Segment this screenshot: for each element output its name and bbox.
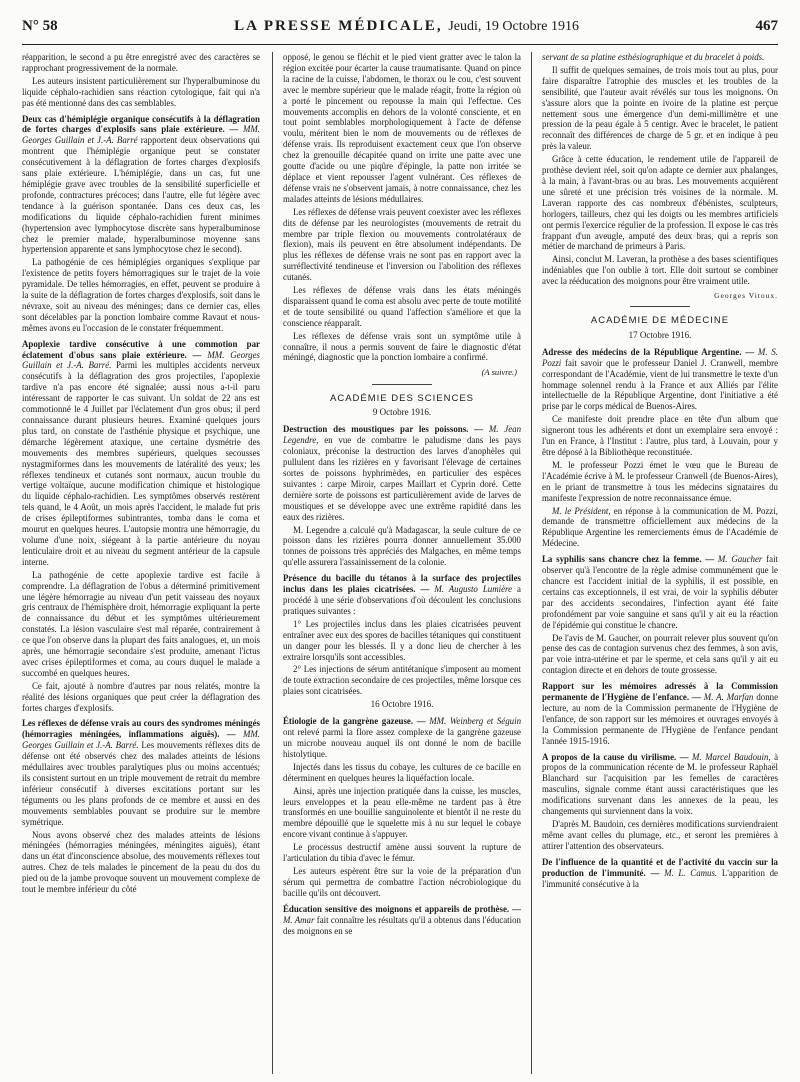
heading-text: De l'influence de la quantité et de l'activité du vaccin sur la production de l'immunité. — — [542, 856, 778, 878]
column-1 — [22, 52, 260, 1074]
heading-authors: M. S. Pozzi — [542, 346, 778, 368]
paragraph: Ainsi, conclut M. Laveran, la prothèse a des bases scientifiques indéniables que l'on oublie à tort. Elle doit surtout se combiner avec la rééducation des moignons pour être vraiment utile. — [542, 254, 778, 287]
speaker-name: M. le Président, — [552, 505, 611, 516]
paragraph: M. le professeur Pozzi émet le vœu que le Bureau de l'Académie écrive à M. le professeur Cranwell (de Buenos-Aires), en le priant de transmettre à tous les médecins signataires du manifeste l'expression de notre reconnaissance émue. — [542, 459, 778, 503]
paragraph: Grâce à cette éducation, le rendement utile de l'appareil de prothèse devient réel, soit qu'on adapte ce dernier aux phalanges, à la main, à l'avant-bras ou au bras. Les mouvements acquièrent une sûreté et une précision très voisines de la normale. M. Laveran rapporte des cas nombreux d'ébénistes, sculpteurs, horlogers, tailleurs, chez qui les doigts ou les membres artificiels ont permis l'exercice régulier de la profession. Il expose le cas très frappant d'un aveugle, amputé des deux bras, qui a repris son métier de marchand de primeurs à Paris. — [542, 154, 778, 252]
paragraph: Ce fait, ajouté à nombre d'autres par nous relatés, montre la réalité des lésions organiques que peut créer la déflagration des fortes charges d'explosifs. — [22, 680, 260, 713]
heading-text: Étiologie de la gangrène gazeuse. — — [283, 716, 426, 727]
heading-text: Destruction des moustiques par les poissons. — — [283, 424, 484, 435]
article-heading — [542, 752, 778, 817]
heading-authors: MM. Georges Guillain et J.-A. Barré. — [22, 349, 260, 371]
paragraph: 2° Les injections de sérum antitétanique s'imposent au moment de toute extraction secondaire de ces projectiles, même lorsque ces plaies sont cicatrisées. — [283, 664, 521, 697]
paragraph: à propos de la communication récente de M. le professeur Raphaël Blanchard sur l'acquisition par les femelles de caractères masculins, signale comme étant aussi caractéristiques que les modifications survenant dans les annexes de la peau, les changements qui surviennent dans la voix. — [542, 751, 778, 817]
author-signature: Georges Vitoux. — [714, 291, 778, 301]
heading-authors: MM. Georges Guillain et J.-A. Barré. — [22, 729, 260, 751]
paragraph: De l'avis de M. Gaucher, on pourrait relever plus souvent qu'on pense des cas de contagion survenus chez des femmes, à son avis, par voie intra-utérine et par le sperme, et cela sans qu'il y ait eu contagion directe et en dehors de toute grossesse. — [542, 632, 778, 676]
heading-text: A propos de la cause du virilisme. — — [542, 751, 689, 762]
paragraph: en vue de combattre le paludisme dans les pays coloniaux, préconise la destruction des larves d'anophèles qui pullulent dans les rizières en y favorisant l'élevage de certaines sortes de poissons hyphrimèdes, en particulier des espèces suivantes : carpe Miroir, carpes Maillart et Cyprin doré. Cette dernière sorte de poissons est particulièrement avide de larves de moustiques et se développe avec une extrême rapidité dans les eaux des rizières. — [283, 435, 521, 522]
paragraph: Les auteurs espèrent être sur la voie de la préparation d'un sérum qui permettra de combattre l'action nécrobiologique du bacille qu'ils ont découvert. — [283, 865, 521, 898]
paragraph: D'après M. Baudoin, ces dernières modifications surviendraient même avant celles du plumage, etc., et seront les premières à attirer l'attention des observateurs. — [542, 819, 778, 851]
session-date: 9 Octobre 1916. — [372, 407, 432, 418]
paragraph: servant de sa platine esthésiographique et du bracelet à poids. — [542, 52, 765, 62]
paragraph: fait connaître les résultats qu'il a obtenus dans l'éducation des moignons en se — [283, 914, 521, 936]
session-date: 16 Octobre 1916. — [370, 699, 434, 710]
article-heading — [283, 573, 521, 617]
heading-authors: M. L. Camus. — [664, 867, 718, 878]
paragraph: Le processus destructif amène aussi souvent la rupture de l'articulation du tibia d'avec le fémur. — [283, 842, 521, 864]
article-heading — [22, 339, 260, 568]
paragraph: donne lecture, au nom de la Commission permanente de l'Hygiène de l'enfance, de son rapport sur les mémoires et ouvrages envoyés à la Commission permanente de l'Hygiène de l'enfance pendant l'année 1915-1916. — [542, 692, 778, 746]
heading-authors: MM. Georges Guillain et J.-A. Barré — [22, 124, 260, 146]
heading-text: Adresse des médecins de la République Argentine. — — [542, 346, 755, 357]
paragraph: Ainsi, après une injection pratiquée dans la cuisse, les muscles, leurs enveloppes et la peau elle-même ne tardent pas à être transformés en une bouillie sanguinolente et bientôt il ne reste du membre dépouillé que le squelette mis à nu sur lequel le cobaye encore vivant continue à s'appuyer. — [283, 785, 521, 840]
article-heading — [283, 424, 521, 522]
section-divider — [630, 306, 690, 307]
paragraph: Il suffit de quelques semaines, de trois mois tout au plus, pour faire disparaître l'atrophie des muscles et les troubles de la sensibilité, que l'auteur avait révélés sur tous les moignons. On s'assure alors que la pointe en ivoire de la platine est perçue nettement sous une émergence d'un demi-millimètre et une pression de la peau égale à 5 centigr. Avec le bracelet, le patient reconnaît des différences de charge de 5 gr. et en indique à peu près la valeur. — [542, 64, 778, 152]
section-divider — [372, 384, 432, 385]
heading-authors: MM. Weinberg et Séguin — [429, 716, 521, 727]
paragraph: fait savoir que le professeur Daniel J. Cranwell, membre correspondant de l'Académie, vient de lui transmettre le texte d'un hommage solennel rendu à la France et aux Alliés par l'élite intellectuelle de la République Argentine, dont l'initiative a été prise par le corps médical de Buenos-Aires. — [542, 357, 778, 412]
article-heading — [283, 716, 521, 760]
article-heading — [542, 857, 778, 890]
article-heading — [283, 904, 521, 937]
paragraph: La pathogénie de ces hémiplégies organiques s'explique par l'existence de petits foyers hémorragiques sur le trajet de la voie pyramidale. De telles hémorragies, en effet, peuvent se produire à la suite de la déflagration de fortes charges d'explosifs, soit dans le névraxe, soit au niveau des méninges; dans ce dernier cas, elles sont décelables par la ponction lombaire comme Ravaut et nous-mêmes avons eu l'occasion de le constater fréquemment. — [22, 257, 260, 333]
heading-authors: M. Amar — [283, 914, 315, 925]
paragraph: réapparition, le second a pu être enregistré avec des caractères se rapprochant progressivement de la normale. — [22, 52, 260, 73]
paragraph: Injectés dans les tissus du cobaye, les cultures de ce bacille en déterminent en quelques heures la liquéfaction locale. — [283, 761, 521, 783]
article-heading — [542, 681, 778, 746]
heading-authors: M. Gaucher — [717, 554, 763, 565]
paragraph: Parmi les multiples accidents nerveux consécutifs à la déflagration des gros projectiles, l'apoplexie tardive n'a pas encore été signalée; aussi nous a-t-il paru intéressant de rapporter le cas suivant. Un soldat de 22 ans est commotionné le 4 Juillet par l'éclatement d'un gros obus; il perd connaissance durant plusieurs heures. Examiné quelques jours plus tard, on constate de l'asthénie physique et psychique, une démarche légèrement ataxique, une certaine dysmétrie des mouvements des membres supérieurs, quelques secousses nystagmiformes dans les mouvements de latéralité des yeux; les réflexes tendineux et cutanés sont normaux, aucun trouble du vertige voltaïque, aucune modification chimique et histologique du liquide céphalo-rachidien. Les symptômes observés restèrent tels quand, le 4 Août, un mois après l'accident, le malade fut pris de crises épileptiformes subintrantes, tomba dans le coma et mourut en quelques heures. L'autopsie montra une hémorragie, du volume d'une noix, siégeant à la partie antérieure du noyau lenticulaire droit et au niveau du segment antérieur de la capsule interne. — [22, 360, 260, 567]
article-heading — [22, 114, 260, 256]
heading-text: Les réflexes de défense vrais au cours des syndromes méningés (hémorragies méningées, inflammations aiguës). — — [22, 718, 260, 740]
heading-authors: M. Marcel Baudouin, — [692, 751, 771, 762]
paragraph: Les réflexes de défense vrais peuvent coexister avec les réflexes dits de défense par les neurologistes (mouvements de retrait du membre par triple flexion ou mouvements controlatéraux de flexion), mais ils peuvent en être absolument indépendants. De plus les réflexes de défense vrais ne sont pas en rapport avec la surréflectivité tendineuse et l'inversion ou l'abolition des réflexes cutanés. — [283, 206, 521, 283]
heading-text: Rapport sur les mémoires adressés à la Commission permanente de l'Hygiène de l'enfance. — — [542, 681, 778, 703]
paragraph: M. Legendre a calculé qu'à Madagascar, la seule culture de ce poisson dans les rizières pourra donner annuellement 35.000 tonnes de poissons très appréciés des Malgaches, en même temps qu'elle assurera l'assainissement de la colonie. — [283, 524, 521, 568]
journal-name: LA PRESSE MÉDICALE, — [234, 18, 443, 34]
section-title: ACADÉMIE DES SCIENCES — [330, 392, 474, 404]
column-rule — [531, 52, 532, 1074]
heading-authors: M. Augusto Lumière — [434, 584, 513, 595]
paragraph: Les réflexes de défense vrais sont un symptôme utile à connaître, il nous a permis souvent de faire le diagnostic d'état méningé, diagnostic que la ponction lombaire a confirmé. — [283, 330, 521, 363]
paragraph: La pathogénie de cette apoplexie tardive est facile à comprendre. La déflagration de l'obus a déterminé primitivement une légère hémorragie au niveau d'un petit vaisseau des noyaux gris centraux de l'hémisphère droit, hémorragie expliquant la perte de connaissance du début et les symptômes ultérieurement constatés. La lésion vasculaire s'est mal réparée, contrairement à ce que l'on observe dans la plupart des faits analogues, et, un mois après, une hémorragie secondaire s'est produite, amenant l'ictus avec crises épileptiformes et coma, au cours duquel le malade a succombé en quelques heures. — [22, 569, 260, 678]
paragraph: fait observer qu'à l'encontre de la règle admise communément que le chancre est l'accident initial de la syphilis, il est possible, en certains cas exceptionnels, il est vrai, de voir la syphilis débuter par des accidents secondaires, l'infection ayant été faite profondément par voie sanguine et sans qu'il y ait eu la réaction de l'épidémie qui constitue le chancre. — [542, 554, 778, 630]
paragraph: ont relevé parmi la flore assez complexe de la gangrène gazeuse un microbe nouveau auquel ils ont donné le nom de bacille histolytique. — [283, 727, 521, 759]
paragraph: L'apparition de l'immunité consécutive à la — [542, 867, 778, 889]
page-number: 467 — [755, 18, 778, 34]
heading-text: Deux cas d'hémiplégie organique consécutifs à la déflagration de fortes charges d'explosifs sans plaie extérieure. — — [22, 113, 260, 135]
paragraph-text: en réponse à la communication de M. Pozzi, demande de transmettre officiellement aux médecins de la République Argentine les remerciements émus de l'Académie de Médecine. — [542, 505, 778, 549]
heading-text: La syphilis sans chancre chez la femme. — — [542, 554, 715, 565]
column-2 — [283, 52, 521, 1074]
paragraph: 1° Les projectiles inclus dans les plaies cicatrisées peuvent entraîner avec eux des spores de bacilles tétaniques qui constituent un danger pour les blessés. Il y a donc lieu de chercher à les extraire lorsqu'ils sont accessibles. — [283, 618, 521, 662]
to-be-continued: (A suivre.) — [481, 367, 517, 378]
article-heading — [22, 718, 260, 827]
session-date: 17 Octobre 1916. — [628, 329, 692, 340]
issue-number: N° 58 — [22, 18, 58, 34]
paragraph: Les réflexes de défense vrais dans les états méningés disparaissent quand le coma est absolu avec perte de toute motilité et de toute sensibilité ou quand l'affection s'améliore et que la conscience réapparaît. — [283, 285, 521, 328]
heading-text: Présence du bacille du tétanos à la surface des projectiles inclus dans les plaies cicatrisées. — — [283, 573, 521, 595]
paragraph: Les auteurs insistent particulièrement sur l'hyperalbuminose du liquide céphalo-rachidien sans réaction cytologique, fait qui n'a pas été mentionné dans des cas semblables. — [22, 75, 260, 108]
heading-text: Apoplexie tardive consécutive à une commotion par éclatement d'obus sans plaie extérieure. — — [22, 338, 260, 360]
page-header — [22, 18, 778, 45]
column-3 — [542, 52, 778, 1074]
paragraph: a procédé à une série d'observations d'où découlent les conclusions pratiques suivantes : — [283, 584, 521, 616]
heading-authors: M. Jean Legendre, — [283, 424, 521, 446]
heading-text: Éducation sensitive des moignons et appareils de prothèse. — — [283, 903, 521, 914]
section-title: ACADÉMIE DE MÉDECINE — [590, 315, 730, 327]
journal-title — [234, 18, 579, 35]
paragraph — [542, 506, 778, 550]
paragraph: opposé, le genou se fléchit et le pied vient gratter avec le talon la région excitée pour écarter la cause traumatisante. Quand on pince la racine de la cuisse, l'abdomen, le thorax ou le cou, c'est souvent avec le membre supérieur que le malade réagit, frotte la région où a porté le pincement ou repousse la main qui l'effectue. Ces mouvements accomplis en dehors de la volonté consciente, et en tout point semblables morphologiquement à l'acte de défense voulu, méritent bien le nom de mouvements ou de réflexes de défense vrais. Ils reproduisent exactement ceux que l'on observe chez la grenouille décapitée quand on irrite une patte avec une goutte d'acide ou une piqûre d'épingle, la patte non irritée se déplace et vient repousser l'agent vulnérant. Ces réflexes de défense vrais ne s'observent jamais, à notre connaissance, chez les malades atteints de lésions médullaires. — [283, 52, 521, 204]
paragraph: Ce manifeste doit prendre place en tête d'un album que signeront tous les adhérents et dont un exemplaire sera envoyé : l'un en France, à l'Institut : l'autre, plus tard, à Louvain, pour y être déposé à la Bibliothèque reconstituée. — [542, 414, 778, 458]
heading-authors: M. A. Marfan — [703, 692, 754, 703]
paragraph: Les mouvements réflexes dits de défense ont été observés chez des malades atteints de lésions médullaires avec troubles paralytiques plus ou moins accentués; ils consistent surtout en un triple mouvement de retrait du membre inférieur consécutif à diverses excitations portant sur les téguments ou les plans profonds de ce membre et aussi en des mouvements semblables pouvant se produire sur le membre symétrique. — [22, 740, 260, 827]
article-heading — [542, 347, 778, 412]
paragraph: rapportent deux observations qui montrent que l'hémiplégie organique peut se constater consécutivement à la déflagration de fortes charges d'explosifs sans plaie extérieure. L'hémiplégie, dans un cas, fut une hémiplégie grave avec troubles de la sensibilité superficielle et profonde, contractures précoces; dans l'autre, elle fut légère avec tendance à la guérison spontanée. Dans ces deux cas, les modifications du liquide céphalo-rachidien furent minimes (hypertension avec lymphocytose discrète sans hyperalbuminose chez le premier malade, hyperalbuminose moyenne sans hypertension apparente et sans lymphocytose chez le second). — [22, 135, 260, 255]
article-heading — [542, 554, 778, 630]
column-rule — [272, 52, 273, 1074]
issue-date: Jeudi, 19 Octobre 1916 — [448, 19, 579, 34]
paragraph: Nous avons observé chez des malades atteints de lésions méningées (hémorragies méningées, méningites aiguës), étant dans un état d'inconscience absolue, des mouvements réflexes tout autres. Chez de tels malades le pincement de la peau du dos du pied ou de la jambe provoque souvent un mouvement complexe de tout le membre inférieur du côté — [22, 829, 260, 895]
